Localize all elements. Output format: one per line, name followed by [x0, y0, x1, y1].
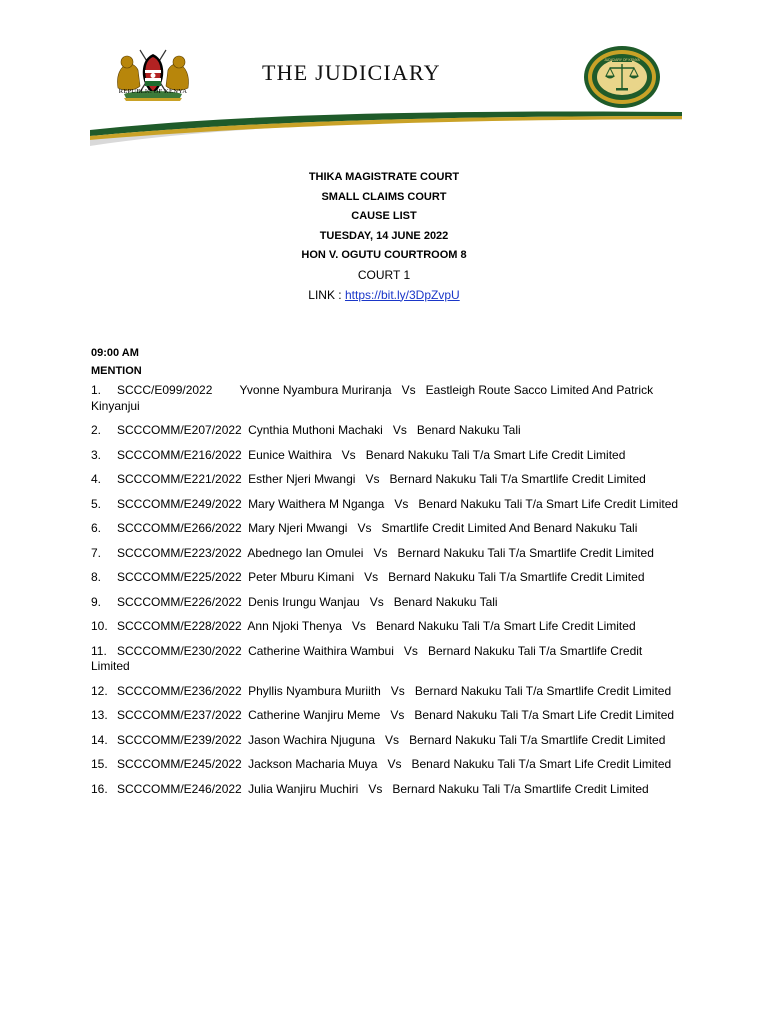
- case-versus: Vs: [351, 619, 366, 633]
- case-plaintiff: Jackson Macharia Muya: [248, 757, 378, 771]
- case-entry: [91, 383, 681, 414]
- case-entry: [91, 708, 681, 724]
- court-division: SMALL CLAIMS COURT: [321, 190, 447, 203]
- case-entry: [91, 684, 681, 700]
- case-reference: SCCCOMM/E225/2022: [117, 570, 242, 584]
- case-number: 15.: [91, 757, 108, 771]
- case-entry: [91, 644, 681, 675]
- case-plaintiff: Esther Njeri Mwangi: [248, 472, 356, 486]
- case-reference: SCCCOMM/E249/2022: [117, 496, 242, 511]
- link-line: [0, 286, 768, 306]
- case-number: 3.: [91, 447, 102, 462]
- case-plaintiff: Mary Waithera M Nganga: [248, 496, 385, 511]
- list-name: CAUSE LIST: [351, 210, 417, 223]
- case-reference: SCCCOMM/E216/2022: [117, 447, 242, 462]
- session-type: MENTION: [91, 365, 142, 377]
- case-reference: SCCCOMM/E223/2022: [117, 545, 242, 560]
- case-plaintiff: Catherine Wanjiru Meme: [248, 708, 381, 722]
- case-defendant: Bernard Nakuku Tali T/a Smartlife Credit Limited: [91, 643, 643, 673]
- case-entry: [91, 423, 681, 439]
- case-plaintiff: Eunice Waithira: [248, 447, 332, 462]
- case-plaintiff: Cynthia Muthoni Machaki: [248, 423, 383, 437]
- case-plaintiff: Ann Njoki Thenya: [247, 619, 342, 633]
- case-plaintiff: Abednego Ian Omulei: [247, 545, 364, 560]
- hearing-date: TUESDAY, 14 JUNE 2022: [319, 229, 449, 242]
- case-entry: [91, 595, 681, 611]
- case-reference: SCCCOMM/E245/2022: [117, 757, 242, 771]
- case-versus: Vs: [385, 732, 400, 747]
- case-number: 10.: [91, 619, 108, 633]
- case-versus: Vs: [357, 521, 372, 535]
- case-plaintiff: Yvonne Nyambura Muriranja: [239, 383, 392, 397]
- case-defendant: Eastleigh Route Sacco Limited And Patrick Kinyanjui: [91, 383, 654, 413]
- letterhead: [90, 38, 682, 148]
- case-plaintiff: Catherine Waithira Wambui: [248, 643, 394, 658]
- cause-list: [91, 345, 681, 806]
- case-plaintiff: Peter Mburu Kimani: [248, 570, 355, 584]
- case-defendant: Benard Nakuku Tali T/a Smart Life Credit Limited: [375, 619, 636, 633]
- case-reference: SCCCOMM/E237/2022: [117, 708, 242, 722]
- case-number: 5.: [91, 496, 102, 511]
- case-reference: SCCCOMM/E266/2022: [117, 521, 242, 535]
- case-entry: [91, 733, 681, 749]
- case-number: 1.: [91, 383, 102, 397]
- virtual-court-link[interactable]: https://bit.ly/3DpZvpU: [344, 287, 460, 302]
- case-versus: Vs: [403, 643, 418, 658]
- case-number: 8.: [91, 570, 102, 584]
- case-defendant: Bernard Nakuku Tali T/a Smartlife Credit Limited: [409, 732, 666, 747]
- case-reference: SCCCOMM/E230/2022: [117, 643, 242, 658]
- session-time: 09:00 AM: [91, 347, 139, 359]
- case-versus: Vs: [368, 781, 383, 796]
- case-defendant: Benard Nakuku Tali T/a Smart Life Credit Limited: [365, 447, 626, 462]
- case-reference: SCCCOMM/E226/2022: [117, 594, 242, 609]
- court-number: COURT 1: [357, 267, 411, 282]
- case-entry: [91, 448, 681, 464]
- case-reference: SCCCOMM/E236/2022: [117, 683, 242, 698]
- case-reference: SCCCOMM/E246/2022: [117, 781, 242, 796]
- case-number: 4.: [91, 472, 102, 486]
- case-defendant: Benard Nakuku Tali T/a Smart Life Credit Limited: [418, 496, 679, 511]
- case-entry: [91, 497, 681, 513]
- case-versus: Vs: [401, 383, 416, 397]
- case-reference: SCCCOMM/E228/2022: [117, 619, 242, 633]
- letterhead-swoosh: [90, 100, 682, 148]
- case-defendant: Bernard Nakuku Tali T/a Smartlife Credit Limited: [414, 683, 672, 698]
- case-entry: [91, 570, 681, 586]
- case-number: 16.: [91, 781, 108, 796]
- case-number: 14.: [91, 732, 108, 747]
- seal-caption: JUDICIARY OF KENYA: [604, 58, 640, 62]
- case-defendant: Bernard Nakuku Tali T/a Smartlife Credit Limited: [392, 781, 649, 796]
- case-plaintiff: Julia Wanjiru Muchiri: [248, 781, 359, 796]
- case-reference: SCCCOMM/E207/2022: [117, 423, 242, 437]
- case-entry: [91, 521, 681, 537]
- case-plaintiff: Phyllis Nyambura Muriith: [248, 683, 381, 698]
- case-versus: Vs: [387, 757, 402, 771]
- case-versus: Vs: [373, 545, 388, 560]
- case-number: 11.: [91, 643, 107, 658]
- case-defendant: Benard Nakuku Tali: [393, 594, 498, 609]
- case-versus: Vs: [364, 570, 379, 584]
- case-entry: [91, 619, 681, 635]
- case-versus: Vs: [369, 594, 384, 609]
- case-plaintiff: Denis Irungu Wanjau: [248, 594, 360, 609]
- case-versus: Vs: [394, 496, 409, 511]
- case-defendant: Bernard Nakuku Tali T/a Smartlife Credit Limited: [388, 570, 645, 584]
- link-label: LINK :: [308, 287, 345, 302]
- case-number: 7.: [91, 545, 102, 560]
- case-entry: [91, 757, 681, 773]
- coat-of-arms-caption: REPUBLIC OF KENYA: [118, 88, 188, 95]
- court-name: THIKA MAGISTRATE COURT: [308, 171, 460, 183]
- case-list: [91, 383, 681, 797]
- case-versus: Vs: [390, 683, 405, 698]
- case-defendant: Bernard Nakuku Tali T/a Smartlife Credit Limited: [389, 472, 646, 486]
- case-versus: Vs: [341, 447, 356, 462]
- cause-list-heading: [0, 168, 768, 305]
- case-defendant: Smartlife Credit Limited And Benard Nakuku Tali: [381, 521, 638, 535]
- case-number: 2.: [91, 423, 102, 437]
- case-number: 6.: [91, 521, 102, 535]
- case-number: 13.: [91, 708, 108, 722]
- case-entry: [91, 782, 681, 798]
- case-defendant: Benard Nakuku Tali T/a Smart Life Credit Limited: [414, 708, 675, 722]
- case-defendant: Bernard Nakuku Tali T/a Smartlife Credit Limited: [397, 545, 654, 560]
- case-plaintiff: Mary Njeri Mwangi: [248, 521, 348, 535]
- case-defendant: Benard Nakuku Tali T/a Smart Life Credit Limited: [411, 757, 672, 771]
- case-versus: Vs: [390, 708, 405, 722]
- case-reference: SCCCOMM/E239/2022: [117, 732, 242, 747]
- case-entry: [91, 472, 681, 488]
- case-reference: SCCCOMM/E221/2022: [117, 472, 242, 486]
- letterhead-title: THE JUDICIARY: [262, 60, 441, 85]
- case-entry: [91, 546, 681, 562]
- case-reference: SCCC/E099/2022: [117, 383, 213, 397]
- case-versus: Vs: [392, 423, 407, 437]
- case-number: 9.: [91, 594, 102, 609]
- case-number: 12.: [91, 683, 108, 698]
- case-defendant: Benard Nakuku Tali: [416, 423, 521, 437]
- kenya-coat-of-arms-icon: [110, 46, 196, 104]
- judge-and-courtroom: HON V. OGUTU COURTROOM 8: [301, 249, 467, 262]
- case-versus: Vs: [365, 472, 380, 486]
- case-plaintiff: Jason Wachira Njuguna: [248, 732, 376, 747]
